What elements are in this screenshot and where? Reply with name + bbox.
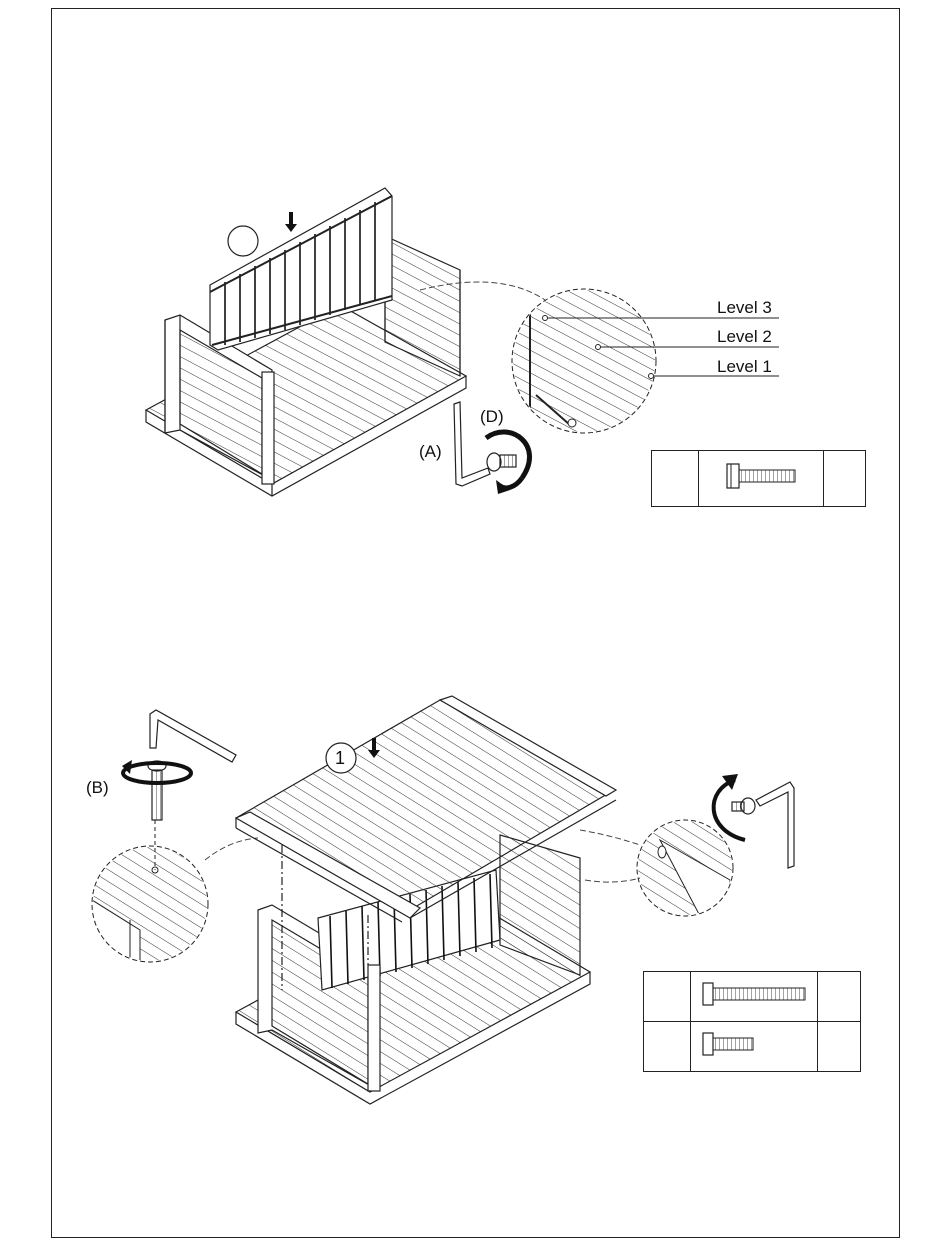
- level-2-label: Level 2: [717, 327, 772, 346]
- parts-cell-short-bolt: [691, 1022, 818, 1072]
- parts-cell-qty: [817, 972, 860, 1022]
- parts-cell-bolt: [699, 451, 823, 507]
- right-bolt-detail-magnifier: [637, 820, 733, 916]
- bolt-hole-detail-magnifier: [92, 820, 208, 962]
- parts-table-top: [651, 450, 866, 507]
- level-1-label: Level 1: [717, 357, 772, 376]
- bolt-icon: [487, 453, 516, 471]
- hex-key-icon: [756, 782, 794, 868]
- crib-bottom-assembly: [236, 696, 616, 1104]
- bolt-icon: [699, 1029, 759, 1059]
- bolt-icon: [732, 798, 755, 814]
- parts-table-bottom: [643, 971, 861, 1072]
- level-detail-magnifier: [510, 288, 660, 438]
- crib-top-assembly: [146, 188, 466, 496]
- parts-cell-qty: [823, 451, 865, 507]
- level-3-label: Level 3: [717, 298, 772, 317]
- parts-cell-empty: [652, 451, 699, 507]
- bolt-icon: [148, 761, 166, 820]
- parts-cell-long-bolt: [691, 972, 818, 1022]
- tool-b-label: (B): [86, 778, 109, 797]
- bolt-icon: [721, 456, 801, 496]
- step-number: 1: [335, 748, 346, 768]
- parts-cell-empty: [644, 972, 691, 1022]
- hex-key-icon: [150, 710, 236, 762]
- tool-a-label: (A): [419, 442, 442, 461]
- parts-cell-qty: [817, 1022, 860, 1072]
- bolt-icon: [699, 979, 809, 1009]
- parts-cell-empty: [644, 1022, 691, 1072]
- down-arrow-icon: [285, 212, 297, 232]
- tool-d-label: (D): [480, 407, 504, 426]
